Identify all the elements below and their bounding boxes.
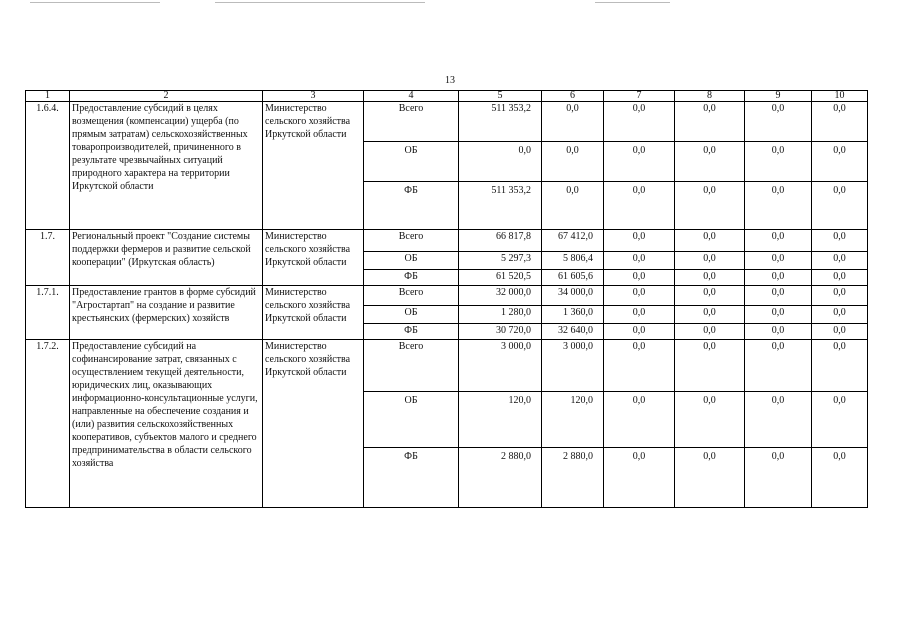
value-cell: 0,0: [812, 142, 868, 182]
value-cell: 0,0: [812, 340, 868, 392]
column-header: 4: [364, 91, 459, 102]
column-header: 1: [26, 91, 70, 102]
value-cell: 1 280,0: [459, 306, 542, 324]
row-responsible-org: Министерство сельского хозяйства Иркутской области: [263, 102, 364, 230]
value-cell: 0,0: [604, 252, 675, 270]
row-responsible-org: Министерство сельского хозяйства Иркутской области: [263, 340, 364, 508]
funding-source: ОБ: [364, 142, 459, 182]
funding-source: Всего: [364, 102, 459, 142]
value-cell: 0,0: [675, 230, 745, 252]
value-cell: 0,0: [675, 324, 745, 340]
column-header: 7: [604, 91, 675, 102]
table-row: [26, 230, 868, 252]
value-cell: 5 297,3: [459, 252, 542, 270]
value-cell: 0,0: [812, 270, 868, 286]
row-description: Предоставление субсидий на софинансирование затрат, связанных с осуществлением текущей деятельности, юридических лиц, оказывающих информационно-консультационные услуги, направленные на обеспечение создания и (или) развития сельскохозяйственных кооперативов, субъектов малого и среднего предпринимательства в области сельского хозяйства: [70, 340, 263, 508]
value-cell: 0,0: [604, 340, 675, 392]
value-cell: 0,0: [675, 392, 745, 448]
value-cell: 0,0: [745, 392, 812, 448]
value-cell: 0,0: [745, 324, 812, 340]
value-cell: 5 806,4: [542, 252, 604, 270]
value-cell: 0,0: [812, 324, 868, 340]
column-header: 5: [459, 91, 542, 102]
value-cell: 3 000,0: [542, 340, 604, 392]
value-cell: 67 412,0: [542, 230, 604, 252]
value-cell: 0,0: [675, 306, 745, 324]
value-cell: 0,0: [542, 182, 604, 230]
row-code: 1.6.4.: [26, 102, 70, 230]
funding-source: ОБ: [364, 252, 459, 270]
value-cell: 0,0: [745, 142, 812, 182]
table-row: [26, 340, 868, 392]
row-code: 1.7.: [26, 230, 70, 286]
value-cell: 0,0: [542, 102, 604, 142]
value-cell: 0,0: [675, 182, 745, 230]
value-cell: 61 520,5: [459, 270, 542, 286]
value-cell: 0,0: [812, 392, 868, 448]
value-cell: 0,0: [812, 102, 868, 142]
page-number: 13: [445, 75, 455, 86]
funding-source: ФБ: [364, 448, 459, 508]
value-cell: 0,0: [459, 142, 542, 182]
funding-source: ФБ: [364, 182, 459, 230]
funding-source: Всего: [364, 340, 459, 392]
value-cell: 0,0: [604, 142, 675, 182]
value-cell: 0,0: [745, 340, 812, 392]
value-cell: 0,0: [604, 230, 675, 252]
value-cell: 0,0: [745, 252, 812, 270]
value-cell: 0,0: [675, 142, 745, 182]
value-cell: 34 000,0: [542, 286, 604, 306]
value-cell: 0,0: [745, 230, 812, 252]
value-cell: 0,0: [745, 448, 812, 508]
value-cell: 2 880,0: [459, 448, 542, 508]
value-cell: 0,0: [675, 286, 745, 306]
column-header: 8: [675, 91, 745, 102]
funding-source: ОБ: [364, 306, 459, 324]
value-cell: 0,0: [745, 102, 812, 142]
row-description: Предоставление субсидий в целях возмещения (компенсации) ущерба (по прямым затратам) сельскохозяйственных товаропроизводителей, причиненного в результате чрезвычайных ситуаций природного характера на территории Иркутской области: [70, 102, 263, 230]
value-cell: 0,0: [675, 270, 745, 286]
value-cell: 0,0: [675, 252, 745, 270]
value-cell: 120,0: [542, 392, 604, 448]
value-cell: 511 353,2: [459, 102, 542, 142]
value-cell: 0,0: [675, 448, 745, 508]
value-cell: 30 720,0: [459, 324, 542, 340]
value-cell: 0,0: [675, 340, 745, 392]
funding-source: ФБ: [364, 270, 459, 286]
row-responsible-org: Министерство сельского хозяйства Иркутской области: [263, 230, 364, 286]
value-cell: 0,0: [812, 182, 868, 230]
value-cell: 0,0: [812, 448, 868, 508]
column-header: 3: [263, 91, 364, 102]
row-code: 1.7.1.: [26, 286, 70, 340]
scan-artifact-top-middle: [215, 2, 425, 3]
funding-source: Всего: [364, 286, 459, 306]
value-cell: 0,0: [604, 182, 675, 230]
value-cell: 0,0: [812, 286, 868, 306]
value-cell: 0,0: [675, 102, 745, 142]
value-cell: 0,0: [745, 270, 812, 286]
value-cell: 0,0: [745, 286, 812, 306]
row-responsible-org: Министерство сельского хозяйства Иркутской области: [263, 286, 364, 340]
value-cell: 0,0: [812, 252, 868, 270]
column-header: 10: [812, 91, 868, 102]
value-cell: 0,0: [604, 102, 675, 142]
value-cell: 3 000,0: [459, 340, 542, 392]
value-cell: 0,0: [604, 270, 675, 286]
value-cell: 0,0: [604, 324, 675, 340]
value-cell: 0,0: [745, 306, 812, 324]
row-description: Предоставление грантов в форме субсидий "Агростартап" на создание и развитие крестьянских (фермерских) хозяйств: [70, 286, 263, 340]
funding-source: ФБ: [364, 324, 459, 340]
value-cell: 2 880,0: [542, 448, 604, 508]
funding-source: ОБ: [364, 392, 459, 448]
value-cell: 0,0: [812, 306, 868, 324]
value-cell: 32 640,0: [542, 324, 604, 340]
value-cell: 66 817,8: [459, 230, 542, 252]
row-description: Региональный проект "Создание системы поддержки фермеров и развитие сельской кооперации" (Иркутская область): [70, 230, 263, 286]
value-cell: 0,0: [542, 142, 604, 182]
value-cell: 511 353,2: [459, 182, 542, 230]
value-cell: 0,0: [604, 286, 675, 306]
value-cell: 61 605,6: [542, 270, 604, 286]
column-header: 9: [745, 91, 812, 102]
value-cell: 0,0: [604, 306, 675, 324]
column-header: 2: [70, 91, 263, 102]
row-code: 1.7.2.: [26, 340, 70, 508]
scan-artifact-top-left: [30, 2, 160, 3]
budget-table: [25, 90, 868, 508]
value-cell: 120,0: [459, 392, 542, 448]
scan-artifact-top-right: [595, 2, 670, 3]
value-cell: 0,0: [812, 230, 868, 252]
value-cell: 0,0: [604, 392, 675, 448]
value-cell: 1 360,0: [542, 306, 604, 324]
table-header-row: [26, 91, 868, 102]
value-cell: 0,0: [745, 182, 812, 230]
value-cell: 0,0: [604, 448, 675, 508]
table-row: [26, 286, 868, 306]
table-row: [26, 102, 868, 142]
funding-source: Всего: [364, 230, 459, 252]
value-cell: 32 000,0: [459, 286, 542, 306]
column-header: 6: [542, 91, 604, 102]
